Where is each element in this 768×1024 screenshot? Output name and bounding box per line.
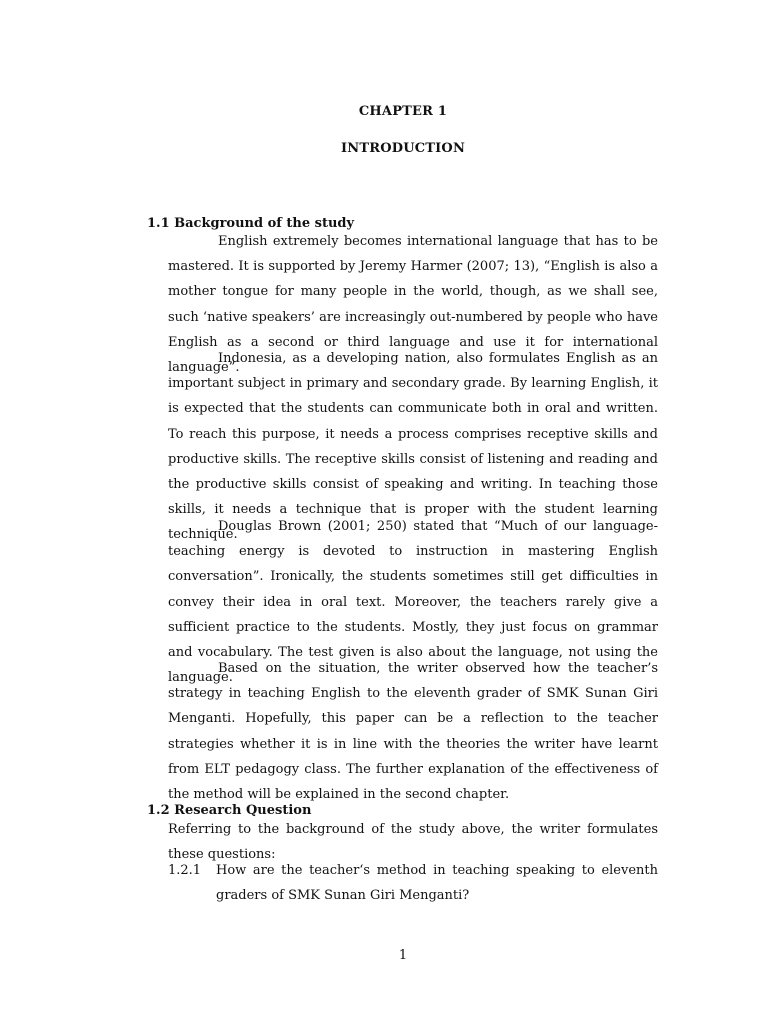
chapter-title: INTRODUCTION [340, 141, 466, 156]
section-heading-research-question: 1.2 Research Question [147, 803, 312, 818]
section-heading-background: 1.1 Background of the study [147, 216, 355, 231]
paragraph-background-2: Indonesia, as a developing nation, also formulates English as an important subject in primary and secondary grade. By learning English, it is expected that the students can communicate both in oral and written. To reach this purpose, it needs a process comprises receptive skills and productive skills. The receptive skills consist of listening and reading and the productive skills consist of speaking and writing. In teaching those skills, it needs a technique that is proper with the student learning technique. [168, 351, 658, 543]
page-number: 1 [398, 948, 408, 963]
paragraph-background-1: English extremely becomes international language that has to be mastered. It is supported by Jeremy Harmer (2007; 13), “English is also a mother tongue for many people in the world, though, as we shall see, such ‘native speakers’ are increasingly out-numbered by people who have English as a second or third language and use it for international language”. [168, 234, 658, 376]
research-question-item [168, 858, 658, 908]
research-question-number: 1.2.1 [168, 863, 202, 878]
chapter-number: CHAPTER 1 [358, 104, 448, 119]
research-question-intro: Referring to the background of the study above, the writer formulates these questions: [168, 822, 658, 863]
paragraph-background-4: Based on the situation, the writer observed how the teacher’s strategy in teaching English to the eleventh grader of SMK Sunan Giri Menganti. Hopefully, this paper can be a reflection to the teacher strategies whether it is in line with the theories the writer have learnt from ELT pedagogy class. The further explanation of the effectiveness of the method will be explained in the second chapter. [168, 661, 658, 803]
research-question-text: How are the teacher‘s method in teaching speaking to eleventh graders of SMK Sunan Giri Menganti? [216, 863, 658, 904]
paragraph-background-3: Douglas Brown (2001; 250) stated that “Much of our language-teaching energy is devoted to instruction in mastering English conversation”. Ironically, the students sometimes still get difficulties in convey their idea in oral text. Moreover, the teachers rarely give a sufficient practice to the students. Mostly, they just focus on grammar and vocabulary. The test given is also about the language, not using the language. [168, 519, 658, 686]
